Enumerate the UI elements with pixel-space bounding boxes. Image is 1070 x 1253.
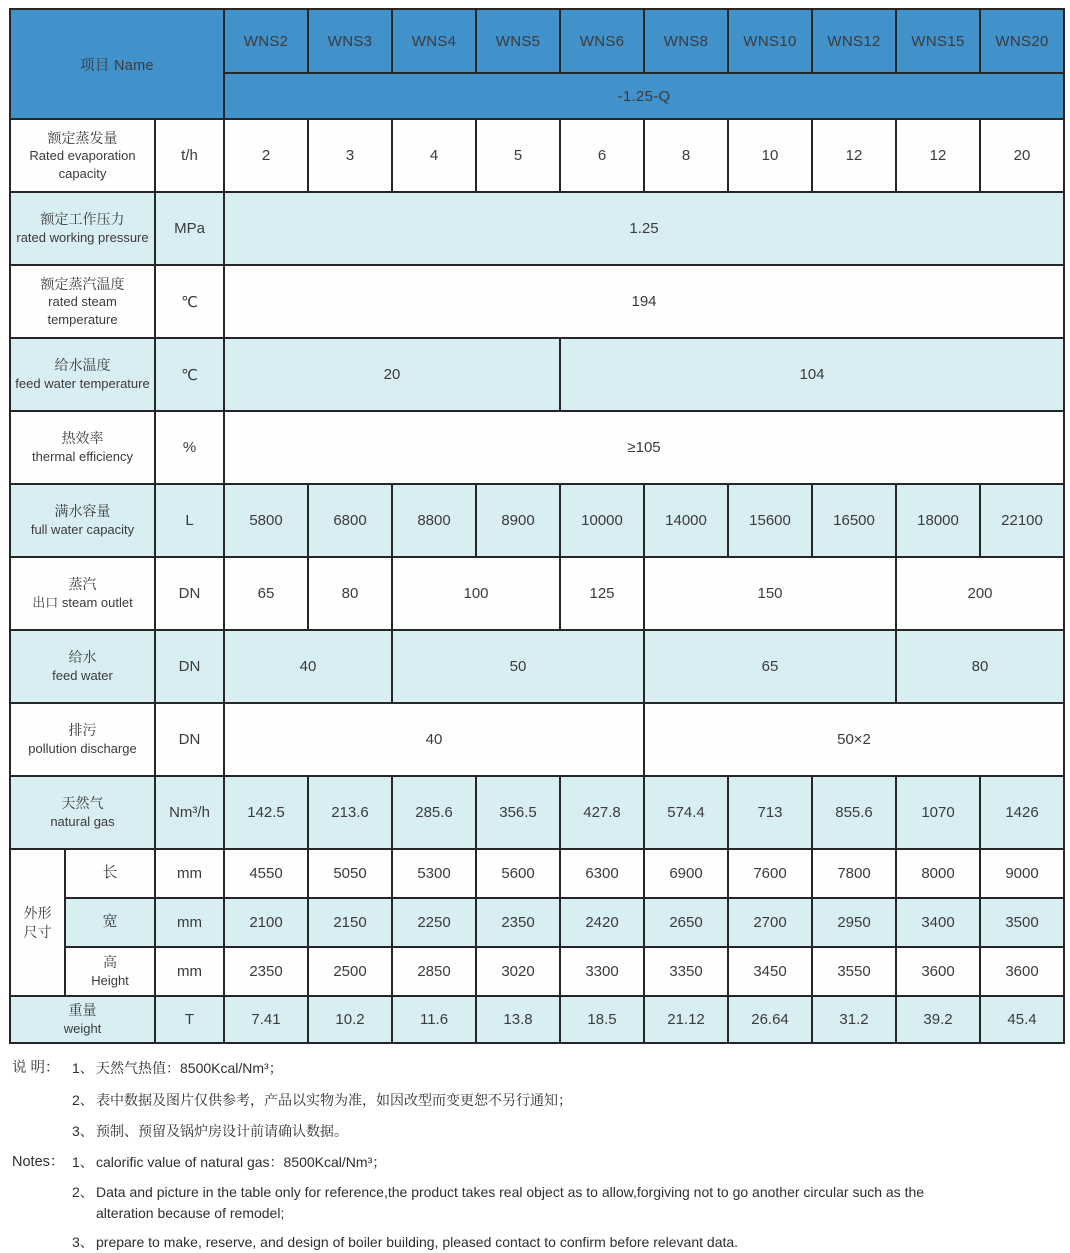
- value-cell: 3550: [812, 947, 896, 996]
- unit-cell: MPa: [155, 192, 224, 265]
- row-label-width: 宽: [65, 898, 155, 947]
- value-cell: 22100: [980, 484, 1064, 557]
- value-cell: 5: [476, 119, 560, 192]
- row-label-gas: 天然气 natural gas: [10, 776, 155, 849]
- row-label-steam-outlet: 蒸汽 出口 steam outlet: [10, 557, 155, 630]
- value-cell: 5800: [224, 484, 308, 557]
- unit-cell: Nm³/h: [155, 776, 224, 849]
- value-cell: 14000: [644, 484, 728, 557]
- note-item: 3、 预制、预留及锅炉房设计前请确认数据。: [72, 1122, 348, 1139]
- note-item: 2、 表中数据及图片仅供参考，产品以实物为准，如因改型而变更恕不另行通知；: [72, 1091, 572, 1108]
- note-item: Notes： 1、 calorific value of natural gas：8500Kcal/Nm³；: [12, 1152, 1061, 1174]
- value-cell: 6: [560, 119, 644, 192]
- table-row: [10, 338, 1064, 411]
- unit-cell: DN: [155, 703, 224, 776]
- row-label-pressure: 额定工作压力 rated working pressure: [10, 192, 155, 265]
- value-cell: 80: [896, 630, 1064, 703]
- value-cell: 65: [224, 557, 308, 630]
- value-cell: 4550: [224, 849, 308, 898]
- table-row: [10, 776, 1064, 849]
- value-cell: 12: [812, 119, 896, 192]
- value-cell: 80: [308, 557, 392, 630]
- value-cell: 3450: [728, 947, 812, 996]
- note-item: 3、 prepare to make, reserve, and design of boiler building, pleased contact to confirm before relevant data.: [72, 1233, 739, 1250]
- value-cell: 2150: [308, 898, 392, 947]
- row-label-efficiency: 热效率 thermal efficiency: [10, 411, 155, 484]
- value-cell: 3400: [896, 898, 980, 947]
- notes-cn: [12, 1058, 1061, 1142]
- row-label-dimensions: 外形 尺寸: [10, 849, 65, 996]
- value-cell: 20: [224, 338, 560, 411]
- spec-table: [9, 8, 1065, 1044]
- value-cell: ≥105: [224, 411, 1064, 484]
- value-cell: 18.5: [560, 996, 644, 1043]
- value-cell: 6900: [644, 849, 728, 898]
- value-cell: 125: [560, 557, 644, 630]
- value-cell: 2350: [224, 947, 308, 996]
- value-cell: 40: [224, 630, 392, 703]
- value-cell: 2650: [644, 898, 728, 947]
- value-cell: 8900: [476, 484, 560, 557]
- unit-cell: mm: [155, 849, 224, 898]
- table-row: [10, 947, 1064, 996]
- value-cell: 2100: [224, 898, 308, 947]
- value-cell: 50×2: [644, 703, 1064, 776]
- unit-cell: ℃: [155, 265, 224, 338]
- value-cell: 13.8: [476, 996, 560, 1043]
- table-row: [10, 703, 1064, 776]
- name-header-cell: 项目 Name: [10, 9, 224, 119]
- note-item: 说 明： 1、 天然气热值：8500Kcal/Nm³；: [12, 1058, 1061, 1080]
- value-cell: 7600: [728, 849, 812, 898]
- value-cell: 20: [980, 119, 1064, 192]
- notes-en: [12, 1152, 1061, 1253]
- row-label-feed-temp: 给水温度 feed water temperature: [10, 338, 155, 411]
- value-cell: 4: [392, 119, 476, 192]
- value-cell: 142.5: [224, 776, 308, 849]
- value-cell: 2700: [728, 898, 812, 947]
- unit-cell: mm: [155, 947, 224, 996]
- table-row: [10, 557, 1064, 630]
- value-cell: 6300: [560, 849, 644, 898]
- value-cell: 5600: [476, 849, 560, 898]
- value-cell: 1070: [896, 776, 980, 849]
- table-row: [10, 265, 1064, 338]
- column-header-wns15: WNS15: [896, 9, 980, 73]
- value-cell: 18000: [896, 484, 980, 557]
- column-header-wns2: WNS2: [224, 9, 308, 73]
- table-row: [10, 996, 1064, 1043]
- unit-cell: mm: [155, 898, 224, 947]
- table-row: [10, 411, 1064, 484]
- row-label-steam-temp: 额定蒸汽温度 rated steam temperature: [10, 265, 155, 338]
- table-row: [10, 849, 1064, 898]
- unit-cell: L: [155, 484, 224, 557]
- value-cell: 45.4: [980, 996, 1064, 1043]
- value-cell: 40: [224, 703, 644, 776]
- value-cell: 10.2: [308, 996, 392, 1043]
- column-header-wns3: WNS3: [308, 9, 392, 73]
- value-cell: 150: [644, 557, 896, 630]
- column-header-wns4: WNS4: [392, 9, 476, 73]
- row-label-height: 高 Height: [65, 947, 155, 996]
- model-designation-cell: -1.25-Q: [224, 73, 1064, 119]
- row-label-weight: 重量 weight: [10, 996, 155, 1043]
- value-cell: 16500: [812, 484, 896, 557]
- value-cell: 855.6: [812, 776, 896, 849]
- value-cell: 15600: [728, 484, 812, 557]
- value-cell: 3600: [980, 947, 1064, 996]
- value-cell: 713: [728, 776, 812, 849]
- table-row: [10, 119, 1064, 192]
- value-cell: 194: [224, 265, 1064, 338]
- value-cell: 8800: [392, 484, 476, 557]
- value-cell: 3300: [560, 947, 644, 996]
- value-cell: 2500: [308, 947, 392, 996]
- column-header-wns12: WNS12: [812, 9, 896, 73]
- row-label-evaporation: 额定蒸发量 Rated evaporation capacity: [10, 119, 155, 192]
- value-cell: 574.4: [644, 776, 728, 849]
- value-cell: 3500: [980, 898, 1064, 947]
- value-cell: 2420: [560, 898, 644, 947]
- table-row: [10, 192, 1064, 265]
- value-cell: 6800: [308, 484, 392, 557]
- table-row: [10, 484, 1064, 557]
- value-cell: 3350: [644, 947, 728, 996]
- value-cell: 2350: [476, 898, 560, 947]
- value-cell: 21.12: [644, 996, 728, 1043]
- note-item: 2、 Data and picture in the table only for reference,the product takes real object as to allow,forgiving not to go another circular such as the alteration because of remodel;: [72, 1183, 925, 1221]
- value-cell: 50: [392, 630, 644, 703]
- value-cell: 100: [392, 557, 560, 630]
- unit-cell: DN: [155, 630, 224, 703]
- value-cell: 2850: [392, 947, 476, 996]
- row-label-feed-water: 给水 feed water: [10, 630, 155, 703]
- value-cell: 26.64: [728, 996, 812, 1043]
- notes-section: [9, 1058, 1061, 1253]
- value-cell: 2250: [392, 898, 476, 947]
- value-cell: 1.25: [224, 192, 1064, 265]
- table-row: [10, 898, 1064, 947]
- value-cell: 12: [896, 119, 980, 192]
- table-row: [10, 630, 1064, 703]
- unit-cell: t/h: [155, 119, 224, 192]
- value-cell: 10000: [560, 484, 644, 557]
- row-label-length: 长: [65, 849, 155, 898]
- column-header-wns5: WNS5: [476, 9, 560, 73]
- value-cell: 213.6: [308, 776, 392, 849]
- value-cell: 2950: [812, 898, 896, 947]
- notes-cn-title: 说 明：: [12, 1060, 60, 1076]
- value-cell: 7800: [812, 849, 896, 898]
- unit-cell: DN: [155, 557, 224, 630]
- value-cell: 65: [644, 630, 896, 703]
- value-cell: 200: [896, 557, 1064, 630]
- value-cell: 2: [224, 119, 308, 192]
- value-cell: 1426: [980, 776, 1064, 849]
- column-header-wns10: WNS10: [728, 9, 812, 73]
- value-cell: 8000: [896, 849, 980, 898]
- column-header-wns20: WNS20: [980, 9, 1064, 73]
- value-cell: 10: [728, 119, 812, 192]
- value-cell: 356.5: [476, 776, 560, 849]
- row-label-discharge: 排污 pollution discharge: [10, 703, 155, 776]
- unit-cell: T: [155, 996, 224, 1043]
- value-cell: 7.41: [224, 996, 308, 1043]
- value-cell: 3600: [896, 947, 980, 996]
- value-cell: 3: [308, 119, 392, 192]
- value-cell: 104: [560, 338, 1064, 411]
- notes-en-title: Notes：: [12, 1153, 65, 1170]
- value-cell: 285.6: [392, 776, 476, 849]
- value-cell: 39.2: [896, 996, 980, 1043]
- value-cell: 31.2: [812, 996, 896, 1043]
- value-cell: 3020: [476, 947, 560, 996]
- value-cell: 11.6: [392, 996, 476, 1043]
- value-cell: 427.8: [560, 776, 644, 849]
- column-header-wns6: WNS6: [560, 9, 644, 73]
- column-header-wns8: WNS8: [644, 9, 728, 73]
- row-label-capacity: 满水容量 full water capacity: [10, 484, 155, 557]
- value-cell: 9000: [980, 849, 1064, 898]
- value-cell: 5050: [308, 849, 392, 898]
- value-cell: 8: [644, 119, 728, 192]
- unit-cell: %: [155, 411, 224, 484]
- value-cell: 5300: [392, 849, 476, 898]
- unit-cell: ℃: [155, 338, 224, 411]
